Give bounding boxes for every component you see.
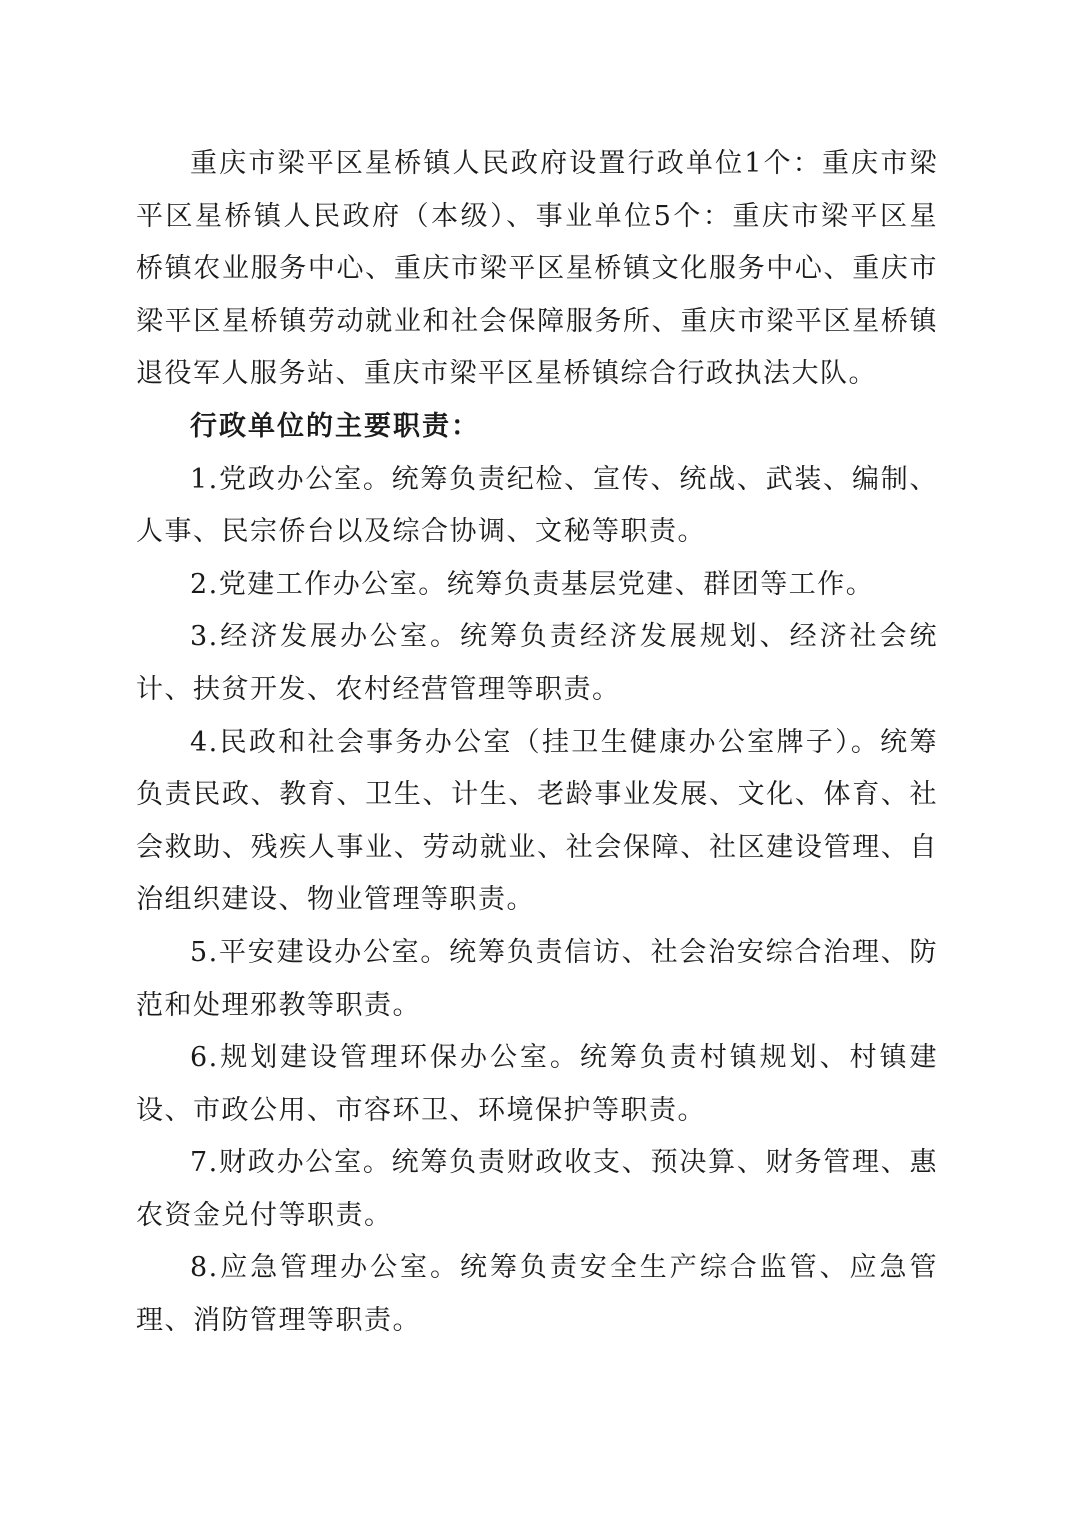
duty-item-2: 2.党建工作办公室。统筹负责基层党建、群团等工作。 <box>190 568 875 600</box>
duty-item-6: 6.规划建设管理环保办公室。统筹负责村镇规划、村镇建设、市政公用、市容环卫、环境保护等职责。 <box>136 1042 938 1126</box>
duty-item-8: 8.应急管理办公室。统筹负责安全生产综合监管、应急管理、消防管理等职责。 <box>136 1252 938 1337</box>
duty-item-4: 4.民政和社会事务办公室（挂卫生健康办公室牌子）。统筹负责民政、教育、卫生、计生、老龄事业发展、文化、体育、社会救助、残疾人事业、劳动就业、社会保障、社区建设管理、自治组织建设、物业管理等职责。 <box>136 726 938 916</box>
duty-item-3: 3.经济发展办公室。统筹负责经济发展规划、经济社会统计、扶贫开发、农村经营管理等职责。 <box>136 621 938 705</box>
duty-item-5: 5.平安建设办公室。统筹负责信访、社会治安综合治理、防范和处理邪教等职责。 <box>136 936 938 1021</box>
duty-item-7: 7.财政办公室。统筹负责财政收支、预决算、财务管理、惠农资金兑付等职责。 <box>136 1147 938 1231</box>
duty-item-1: 1.党政办公室。统筹负责纪检、宣传、统战、武装、编制、人事、民宗侨台以及综合协调、文秘等职责。 <box>136 463 938 548</box>
section-heading: 行政单位的主要职责： <box>190 410 480 442</box>
intro-paragraph: 重庆市梁平区星桥镇人民政府设置行政单位1个：重庆市梁平区星桥镇人民政府（本级）、事业单位5个：重庆市梁平区星桥镇农业服务中心、重庆市梁平区星桥镇文化服务中心、重庆市梁平区星桥镇劳动就业和社会保障服务所、重庆市梁平区星桥镇退役军人服务站、重庆市梁平区星桥镇综合行政执法大队。 <box>136 148 938 390</box>
